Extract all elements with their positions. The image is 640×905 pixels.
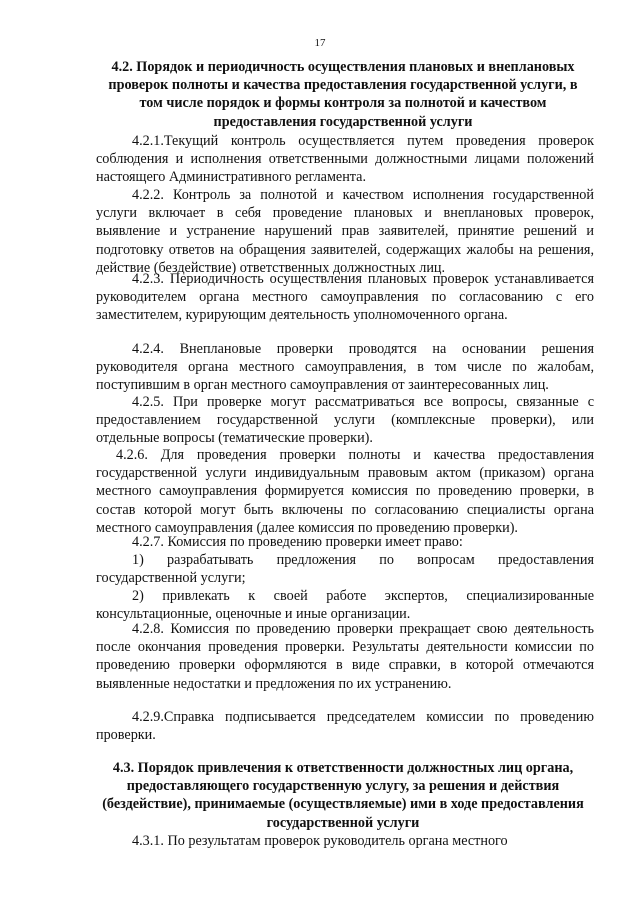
- paragraph-4-3-1: 4.3.1. По результатам проверок руководитель органа местного: [132, 833, 508, 849]
- paragraph-4-2-6: 4.2.6. Для проведения проверки полноты и качества предоставления государственной услуги индивидуальным правовым актом (приказом) органа местного самоуправления формируется комиссия по проведению проверки, в состав которой могут быть включены по согласованию специалисты органа местного самоуправления (далее комиссия по проведению проверки).: [96, 447, 594, 536]
- list-item-2: 2) привлекать к своей работе экспертов, специализированные консультационные, оценочные и иные организации.: [96, 588, 594, 623]
- paragraph-4-2-1: 4.2.1.Текущий контроль осуществляется путем проведения проверок соблюдения и исполнения ответственными должностными лицами положений настоящего Административного регламента.: [96, 133, 594, 186]
- list-item-1: 1) разрабатывать предложения по вопросам предоставления государственной услуги;: [96, 552, 594, 587]
- paragraph-4-2-3: 4.2.3. Периодичность осуществления плановых проверок устанавливается руководителем органа местного самоуправления по согласованию с его заместителем, курирующим деятельность уполномоченного органа.: [96, 271, 594, 324]
- paragraph-4-2-9: 4.2.9.Справка подписывается председателем комиссии по проведению проверки.: [96, 709, 594, 744]
- paragraph-4-2-2: 4.2.2. Контроль за полнотой и качеством исполнения государственной услуги включает в себя проведение плановых и внеплановых проверок, выявление и устранение нарушений прав заявителей, принятие решений и подготовку ответов на обращения заявителей, содержащих жалобы на решения, действие (бездействие) ответственных должностных лиц.: [96, 187, 594, 276]
- paragraph-4-2-7: 4.2.7. Комиссия по проведению проверки имеет право:: [132, 534, 463, 550]
- paragraph-4-2-4: 4.2.4. Внеплановые проверки проводятся на основании решения руководителя органа местного самоуправления, в том числе по жалобам, поступившим в орган местного самоуправления от заинтересованных лиц.: [96, 341, 594, 394]
- paragraph-4-2-5: 4.2.5. При проверке могут рассматриваться все вопросы, связанные с предоставлением государственной услуги (комплексные проверки), или отдельные вопросы (тематические проверки).: [96, 394, 594, 447]
- paragraph-4-2-8: 4.2.8. Комиссия по проведению проверки прекращает свою деятельность после окончания проведения проверки. Результаты деятельности комиссии по проведению проверки оформляются в виде справки, в которой отмечаются выявленные недостатки и предложения по их устранению.: [96, 621, 594, 692]
- page-number: 17: [314, 37, 326, 49]
- section-4-3-heading: 4.3. Порядок привлечения к ответственности должностных лиц органа, предоставляющего государственную услугу, за решения и действия (бездействие), принимаемые (осуществляемые) ими в ходе предоставления государственной услуги: [102, 760, 584, 831]
- section-4-2-heading: 4.2. Порядок и периодичность осуществления плановых и внеплановых проверок полноты и качества предоставления государственной услуги, в том числе порядок и формы контроля за полнотой и качеством предоставления государственной услуги: [108, 59, 578, 130]
